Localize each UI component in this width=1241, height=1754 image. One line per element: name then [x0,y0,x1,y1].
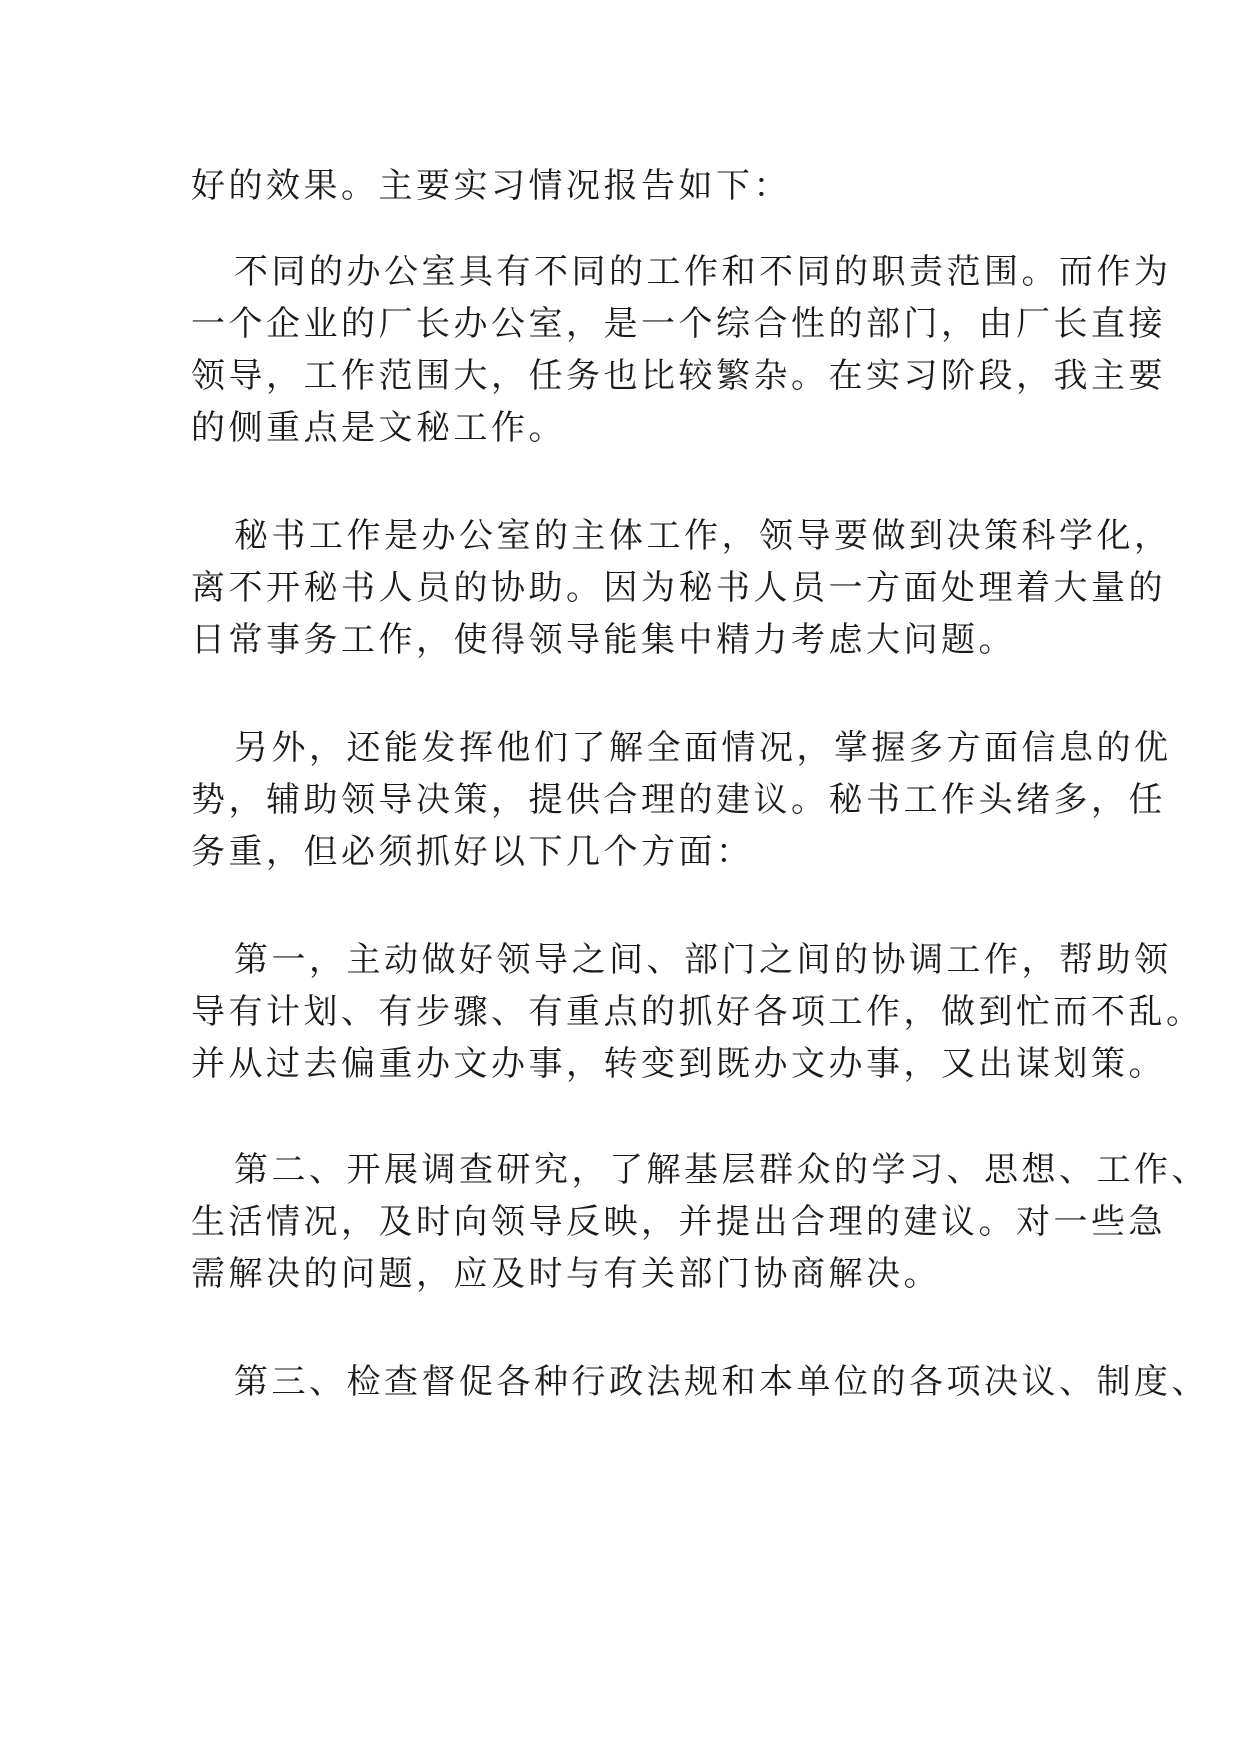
text-line: 领导，工作范围大，任务也比较繁杂。在实习阶段，我主要 [191,356,1166,396]
paragraph-first-line: 另外，还能发挥他们了解全面情况，掌握多方面信息的优 [234,728,1172,768]
text-line: 一个企业的厂长办公室，是一个综合性的部门，由厂长直接 [191,304,1166,344]
text-line: 并从过去偏重办文办事，转变到既办文办事，又出谋划策。 [191,1044,1166,1084]
text-line: 好的效果。主要实习情况报告如下： [191,166,791,206]
paragraph-first-line: 秘书工作是办公室的主体工作，领导要做到决策科学化， [234,516,1172,556]
paragraph-first-line: 第三、检查督促各种行政法规和本单位的各项决议、制度、 [234,1362,1209,1402]
text-line: 日常事务工作，使得领导能集中精力考虑大问题。 [191,620,1016,660]
paragraph-first-line: 第一，主动做好领导之间、部门之间的协调工作，帮助领 [234,940,1172,980]
text-line: 生活情况，及时向领导反映，并提出合理的建议。对一些急 [191,1202,1166,1242]
text-line: 离不开秘书人员的协助。因为秘书人员一方面处理着大量的 [191,568,1166,608]
text-line: 导有计划、有步骤、有重点的抓好各项工作，做到忙而不乱。 [191,992,1204,1032]
text-line: 势，辅助领导决策，提供合理的建议。秘书工作头绪多，任 [191,780,1166,820]
text-line: 务重，但必须抓好以下几个方面： [191,832,754,872]
text-line: 需解决的问题，应及时与有关部门协商解决。 [191,1254,941,1294]
paragraph-first-line: 第二、开展调查研究，了解基层群众的学习、思想、工作、 [234,1150,1209,1190]
text-line: 的侧重点是文秘工作。 [191,408,566,448]
paragraph-first-line: 不同的办公室具有不同的工作和不同的职责范围。而作为 [234,252,1172,292]
